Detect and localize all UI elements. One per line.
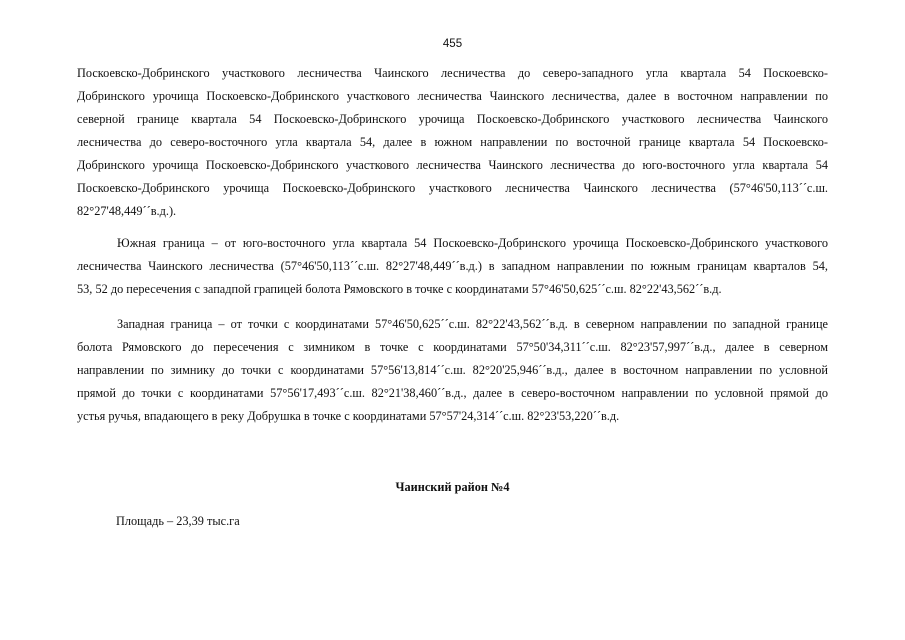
text-line: Поскоевско-Добринского урочища Поскоевско-Добринского участкового лесничества Чаинского лесничества (57°46'50,113´´с.ш. xyxy=(77,181,828,195)
text-line: устья ручья, впадающего в реку Добрушка в точке с координатами 57°57'24,314´´с.ш. 82°23'53,220´´в.д. xyxy=(77,409,620,423)
text-line: лесничества Чаинского лесничества (57°46'50,113´´с.ш. 82°27'48,449´´в.д.) в западном направлении по южным границам кварталов 54, xyxy=(77,259,828,273)
paragraph-west-boundary xyxy=(77,313,828,428)
text-line: болота Рямовского до пересечения с зимником в точке с координатами 57°50'34,311´´с.ш. 82°23'57,997´´в.д., далее в северном xyxy=(77,340,828,354)
text-line: 53, 52 до пересечения с западпой грапицей болота Рямовского в точке с координатами 57°46'50,625´´с.ш. 82°22'43,562´´в.д. xyxy=(77,282,722,296)
text-line: северной границе квартала 54 Поскоевско-Добринского урочища Поскоевско-Добринского участкового лесничества Чаинского xyxy=(77,112,828,126)
paragraph-north-east-boundary xyxy=(77,62,828,223)
text-line: Западная граница – от точки с координатами 57°46'50,625´´с.ш. 82°22'43,562´´в.д. в северном направлении по западной границе xyxy=(117,317,828,331)
text-line: лесничества до северо-восточного угла квартала 54, далее в южном направлении по восточной границе квартала 54 Поскоевско- xyxy=(77,135,828,149)
text-line: Добринского урочища Поскоевско-Добринского участкового лесничества Чаинского лесничества, далее в восточном направлении по xyxy=(77,89,828,103)
text-line: Южная граница – от юго-восточного угла квартала 54 Поскоевско-Добринского урочища Поскоевско-Добринского участкового xyxy=(117,236,828,250)
area-text: Площадь – 23,39 тыс.га xyxy=(116,514,240,528)
text-line: Поскоевско-Добринского участкового лесничества Чаинского лесничества до северо-западного угла квартала 54 Поскоевско- xyxy=(77,66,828,80)
text-line: направлении по зимнику до точки с координатами 57°56'13,814´´с.ш. 82°20'25,946´´в.д., далее в восточном направлении по условной xyxy=(77,363,828,377)
paragraph-south-boundary xyxy=(77,232,828,301)
page-number: 455 xyxy=(442,38,463,50)
text-line: 82°27'48,449´´в.д.). xyxy=(77,204,177,218)
text-line: Добринского урочища Поскоевско-Добринского участкового лесничества Чаинского лесничества до юго-восточного угла квартала 54 xyxy=(77,158,828,172)
text-line: прямой до точки с координатами 57°56'17,493´´с.ш. 82°21'38,460´´в.д., далее в северо-восточном направлении по условной прямой до xyxy=(77,386,828,400)
section-heading: Чаинский район №4 xyxy=(395,480,510,494)
